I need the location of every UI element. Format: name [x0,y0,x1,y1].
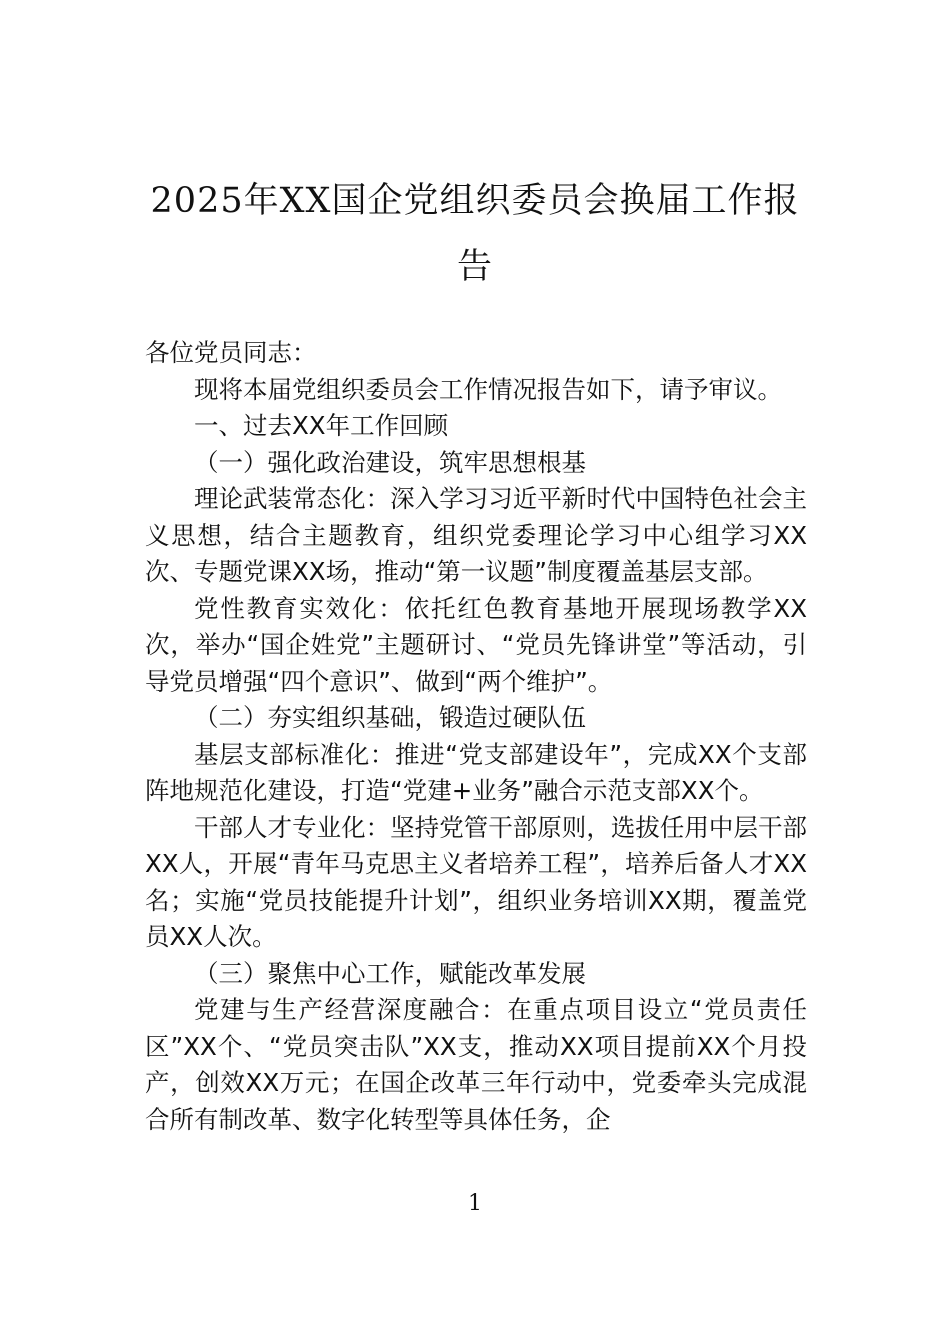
body-paragraph: 基层支部标准化：推进“党支部建设年”，完成XX个支部阵地规范化建设，打造“党建+业务”融合示范支部XX个。 [145,739,807,805]
document-title: 2025年XX国企党组织委员会换届工作报告 [150,181,800,287]
section-heading: 一、过去XX年工作回顾 [194,411,449,440]
subsection-heading: （三）聚焦中心工作，赋能改革发展 [194,958,586,988]
salutation: 各位党员同志： [145,338,317,367]
body-paragraph: 党建与生产经营深度融合：在重点项目设立“党员责任区”XX个、“党员突击队”XX支，推动XX项目提前XX个月投产，创效XX万元；在国企改革三年行动中，党委牵头完成混合所有制改革、数字化转型等具体任务，企 [145,995,807,1134]
body-paragraph: 理论武装常态化：深入学习习近平新时代中国特色社会主义思想，结合主题教育，组织党委理论学习中心组学习XX次、专题党课XX场，推动“第一议题”制度覆盖基层支部。 [145,484,807,586]
page-number: 1 [468,1191,482,1216]
subsection-heading: （二）夯实组织基础，锻造过硬队伍 [194,703,586,732]
document-body [145,335,807,1138]
body-paragraph: 干部人才专业化：坚持党管干部原则，选拔任用中层干部XX人，开展“青年马克思主义者培养工程”，培养后备人才XX名；实施“党员技能提升计划”，组织业务培训XX期，覆盖党员XX人次。 [145,812,807,951]
body-paragraph: 党性教育实效化：依托红色教育基地开展现场教学XX次，举办“国企姓党”主题研讨、“党员先锋讲堂”等活动，引导党员增强“四个意识”、做到“两个维护”。 [145,593,807,696]
subsection-heading: （一）强化政治建设，筑牢思想根基 [194,447,586,477]
intro-paragraph: 现将本届党组织委员会工作情况报告如下，请予审议。 [194,374,782,404]
